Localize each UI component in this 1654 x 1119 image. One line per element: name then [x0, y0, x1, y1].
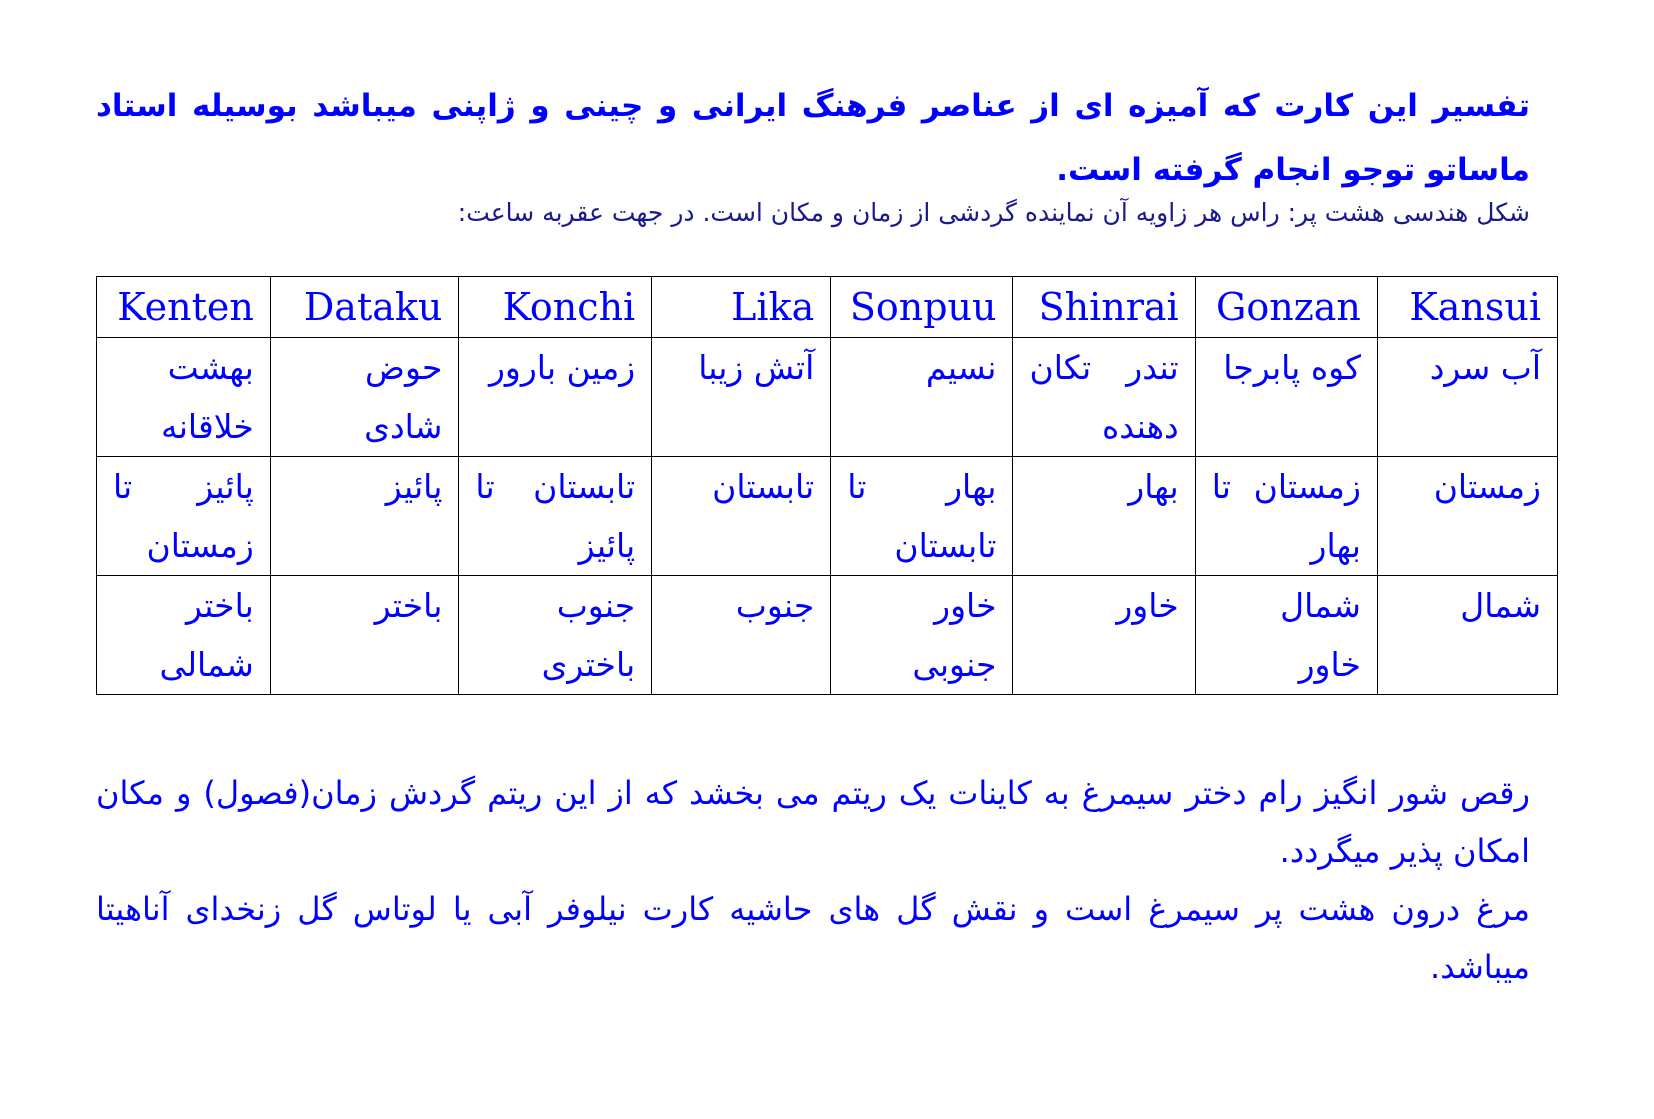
trigram-table — [96, 276, 1558, 695]
closing-paragraph: مرغ درون هشت پر سیمرغ است و نقش گل های حاشیه کارت نیلوفر آبی یا لوتاس گل زنخدای آناهیتا میباشد. — [96, 890, 1530, 986]
header-cell: Konchi — [459, 277, 652, 338]
table-cell: پائیز — [270, 457, 459, 576]
table-cell: نسیم — [831, 338, 1013, 457]
table-cell: آب سرد — [1377, 338, 1557, 457]
intro-subheading: شکل هندسی هشت پر: راس هر زاویه آن نماینده گردشی از زمان و مکان است. در جهت عقربه ساعت: — [457, 198, 1530, 227]
table-cell: زمستان — [1377, 457, 1557, 576]
table-cell: خاور — [1013, 576, 1195, 695]
table-cell: زمین بارور — [459, 338, 652, 457]
table-cell: باختر — [270, 576, 459, 695]
header-cell: Sonpuu — [831, 277, 1013, 338]
table-cell: تندر تکان دهنده — [1013, 338, 1195, 457]
header-cell: Kansui — [1377, 277, 1557, 338]
table-cell: بهشت خلاقانه — [97, 338, 271, 457]
table-cell: شمال خاور — [1195, 576, 1377, 695]
closing-paragraphs — [96, 764, 1530, 996]
intro-heading — [96, 74, 1530, 202]
table-cell: جنوب — [652, 576, 831, 695]
intro-heading-text: تفسیر این کارت که آمیزه ای از عناصر فرهنگ ایرانی و چینی و ژاپنی میباشد بوسیله استاد ماساتو توجو انجام گرفته است. — [96, 88, 1530, 188]
table-cell: تابستان تا پائیز — [459, 457, 652, 576]
header-cell: Lika — [652, 277, 831, 338]
table-row — [97, 338, 1558, 457]
table-cell: بهار تا تابستان — [831, 457, 1013, 576]
header-cell: Kenten — [97, 277, 271, 338]
table-cell: زمستان تا بهار — [1195, 457, 1377, 576]
table-cell: حوض شادی — [270, 338, 459, 457]
header-cell: Gonzan — [1195, 277, 1377, 338]
table-cell: تابستان — [652, 457, 831, 576]
table-cell: بهار — [1013, 457, 1195, 576]
table-row — [97, 457, 1558, 576]
table-header-row — [97, 277, 1558, 338]
table-row — [97, 576, 1558, 695]
table-cell: آتش زیبا — [652, 338, 831, 457]
table-cell: باختر شمالی — [97, 576, 271, 695]
header-cell: Shinrai — [1013, 277, 1195, 338]
table-cell: خاور جنوبی — [831, 576, 1013, 695]
table-cell: جنوب باختری — [459, 576, 652, 695]
table-cell: شمال — [1377, 576, 1557, 695]
closing-paragraph: رقص شور انگیز رام دختر سیمرغ به کاینات یک ریتم می بخشد که از این ریتم گردش زمان(فصول) و مکان امکان پذیر میگردد. — [96, 774, 1530, 870]
header-cell: Dataku — [270, 277, 459, 338]
table-cell: کوه پابرجا — [1195, 338, 1377, 457]
table-cell: پائیز تا زمستان — [97, 457, 271, 576]
